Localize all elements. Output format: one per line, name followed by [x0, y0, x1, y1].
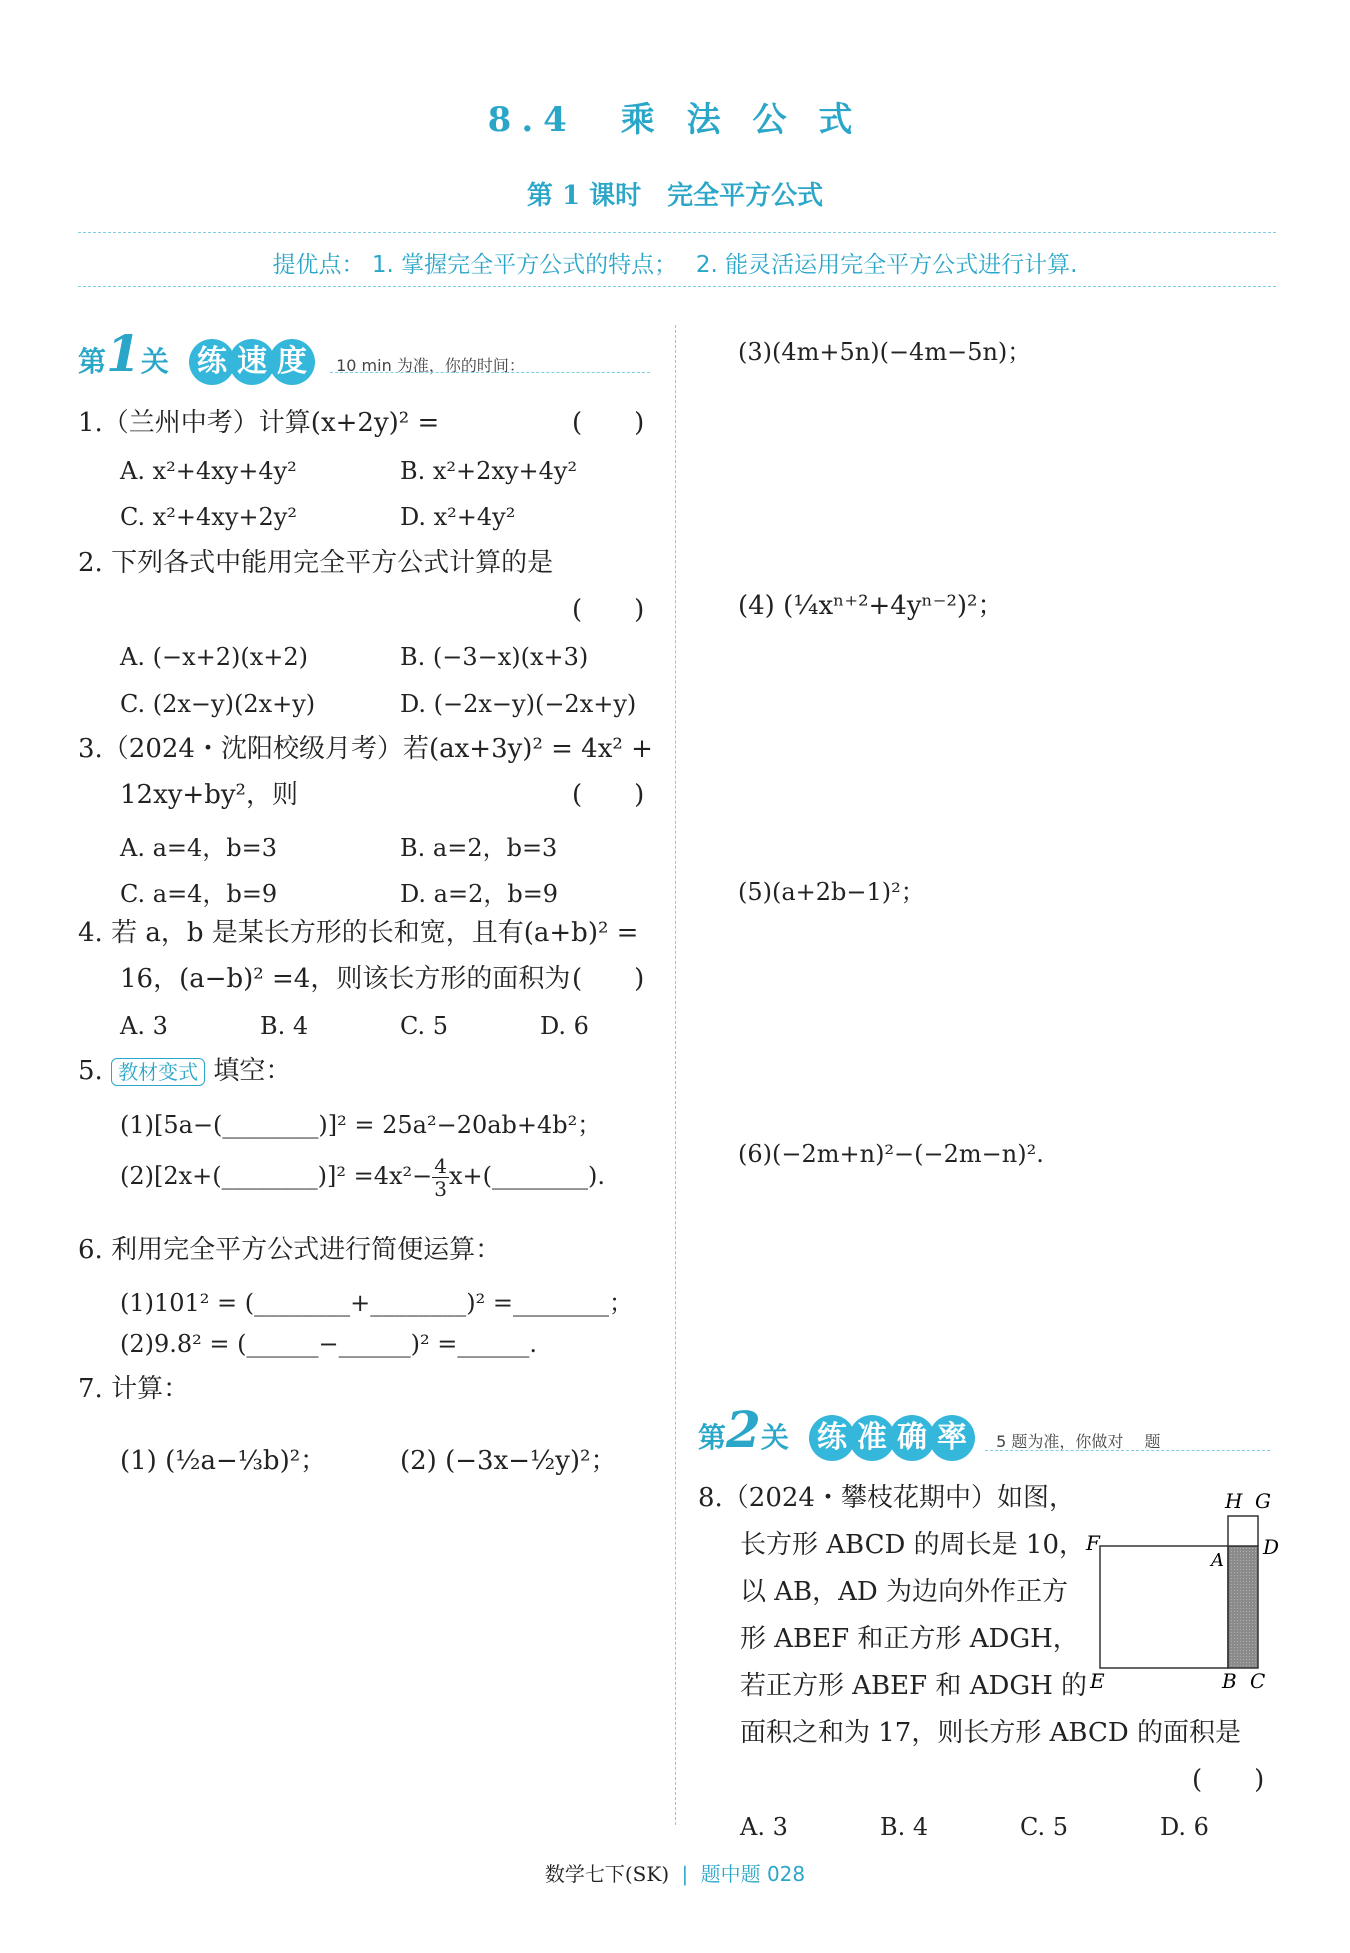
- section1-num: 1: [106, 324, 141, 383]
- label-e: E: [1090, 1669, 1105, 1693]
- q8-line4: 形 ABEF 和正方形 ADGH，: [740, 1624, 1079, 1654]
- q8-line2: 长方形 ABCD 的周长是 10，: [740, 1530, 1085, 1560]
- column-divider: [675, 325, 676, 1825]
- q2-answer-bracket: ( ): [572, 595, 645, 625]
- q5-stem: [78, 1058, 291, 1084]
- q3-option-d: D. a=2，b=9: [400, 880, 559, 908]
- section2-char: 练: [809, 1415, 855, 1461]
- q2-option-a: A. (−x+2)(x+2): [120, 643, 308, 671]
- rectangle-abcd: [1228, 1546, 1258, 1668]
- section2-char: 率: [929, 1415, 975, 1461]
- q1-option-d: D. x²+4y²: [400, 503, 516, 531]
- q4-option-c: C. 5: [400, 1012, 449, 1040]
- q5-instruction: 填空：: [213, 1056, 292, 1086]
- square-adgh: [1228, 1516, 1258, 1546]
- q2-option-d: D. (−2x−y)(−2x+y): [400, 690, 637, 718]
- section2-header: [698, 1400, 1160, 1461]
- q1-answer-bracket: ( ): [572, 408, 645, 438]
- label-b: B: [1222, 1669, 1237, 1693]
- q7-stem: 7. 计算：: [78, 1374, 190, 1404]
- page-title: 8.4 乘 法 公 式: [487, 100, 863, 140]
- section2-num: 2: [726, 1400, 761, 1459]
- q7-part4: (4) (¼xⁿ⁺²+4yⁿ⁻²)²；: [738, 591, 1004, 621]
- section2-char: 确: [889, 1415, 935, 1461]
- q1-option-a: A. x²+4xy+4y²: [120, 457, 297, 485]
- q3-answer-bracket: ( ): [572, 780, 645, 810]
- q8-line5: 若正方形 ABEF 和 ADGH 的: [740, 1671, 1088, 1701]
- q4-stem-line1: 4. 若 a，b 是某长方形的长和宽，且有(a+b)² =: [78, 918, 639, 948]
- label-h: H: [1225, 1489, 1243, 1513]
- q8-option-d: D. 6: [1160, 1813, 1209, 1841]
- q1-stem: 1.（兰州中考）计算(x+2y)² =: [78, 408, 440, 438]
- q5-number: 5.: [78, 1056, 103, 1086]
- q8-answer-bracket: ( ): [1192, 1765, 1265, 1795]
- q2-option-c: C. (2x−y)(2x+y): [120, 690, 316, 718]
- label-c: C: [1250, 1669, 1266, 1693]
- lesson-subtitle: 第 1 课时 完全平方公式: [526, 181, 824, 211]
- q7-part5: (5)(a+2b−1)²；: [738, 878, 925, 906]
- q8-geometry-figure: [1080, 1478, 1290, 1698]
- q3-option-a: A. a=4，b=3: [120, 834, 278, 862]
- section2-rule: [985, 1450, 1270, 1451]
- q7-part2: (2) (−3x−½y)²；: [400, 1446, 617, 1476]
- q5-part2-right: x+(________).: [449, 1162, 605, 1190]
- q8-option-b: B. 4: [880, 1813, 929, 1841]
- section2-di: 第: [698, 1421, 727, 1454]
- label-a: A: [1211, 1550, 1224, 1571]
- section2-note: 5 题为准，你做对 题: [996, 1432, 1161, 1451]
- label-f: F: [1086, 1531, 1100, 1555]
- q5-fraction-denominator: 3: [434, 1177, 447, 1201]
- q2-stem: 2. 下列各式中能用完全平方公式计算的是: [78, 548, 554, 578]
- q1-option-b: B. x²+2xy+4y²: [400, 457, 578, 485]
- section1-di: 第: [78, 345, 107, 378]
- section1-char: 度: [269, 339, 315, 385]
- q8-line1: 8.（2024・攀枝花期中）如图，: [698, 1483, 1075, 1513]
- q3-stem-line1: 3.（2024・沈阳校级月考）若(ax+3y)² = 4x² +: [78, 734, 653, 764]
- q6-part1: (1)101² = (________+________)² =________；: [120, 1289, 633, 1317]
- q3-option-b: B. a=2，b=3: [400, 834, 558, 862]
- q8-option-c: C. 5: [1020, 1813, 1069, 1841]
- q7-part1: (1) (½a−⅓b)²；: [120, 1446, 327, 1476]
- q3-stem-line2: 12xy+by²，则: [120, 780, 298, 810]
- square-abef: [1100, 1546, 1228, 1668]
- q7-part6: (6)(−2m+n)²−(−2m−n)².: [738, 1140, 1044, 1168]
- section1-note: 10 min 为准，你的时间：: [336, 356, 525, 375]
- section1-char: 速: [229, 339, 275, 385]
- q6-part2: (2)9.8² = (______−______)² =______.: [120, 1330, 537, 1358]
- footer-book: 数学七下(SK): [544, 1862, 670, 1886]
- q8-line6: 面积之和为 17，则长方形 ABCD 的面积是: [740, 1718, 1241, 1748]
- goal-top-rule: [78, 232, 1276, 233]
- label-g: G: [1255, 1489, 1271, 1513]
- section1-header: [78, 324, 525, 385]
- q5-part2: [120, 1155, 605, 1200]
- section1-guan: 关: [140, 345, 169, 378]
- footer-page: 题中题 028: [700, 1862, 806, 1886]
- q3-option-c: C. a=4，b=9: [120, 880, 278, 908]
- section1-rule: [330, 372, 650, 373]
- q4-option-d: D. 6: [540, 1012, 589, 1040]
- q5-part2-left: (2)[2x+(________)]² =4x²−: [120, 1162, 433, 1190]
- goal-bottom-rule: [78, 286, 1276, 287]
- section1-char: 练: [189, 339, 235, 385]
- textbook-variant-tag: 教材变式: [111, 1058, 205, 1086]
- q7-part3: (3)(4m+5n)(−4m−5n)；: [738, 338, 1032, 366]
- q6-stem: 6. 利用完全平方公式进行简便运算：: [78, 1235, 502, 1265]
- q2-option-b: B. (−3−x)(x+3): [400, 643, 589, 671]
- q4-option-a: A. 3: [120, 1012, 168, 1040]
- label-d: D: [1263, 1535, 1280, 1559]
- q5-fraction-numerator: 4: [434, 1154, 447, 1178]
- q8-line3: 以 AB，AD 为边向外作正方: [740, 1577, 1069, 1607]
- q5-fraction: [432, 1155, 449, 1200]
- page-footer: 数学七下(SK) | 题中题 028: [544, 1862, 806, 1886]
- learning-goal: 提优点： 1. 掌握完全平方公式的特点； 2. 能灵活运用完全平方公式进行计算.: [272, 252, 1078, 278]
- q4-answer-bracket: ( ): [572, 964, 645, 994]
- section2-guan: 关: [760, 1421, 789, 1454]
- q8-option-a: A. 3: [740, 1813, 788, 1841]
- q4-option-b: B. 4: [260, 1012, 309, 1040]
- q5-part1: (1)[5a−(________)]² = 25a²−20ab+4b²；: [120, 1111, 602, 1139]
- q4-stem-line2: 16，(a−b)² =4，则该长方形的面积为: [120, 964, 571, 994]
- q1-option-c: C. x²+4xy+2y²: [120, 503, 297, 531]
- section2-char: 准: [849, 1415, 895, 1461]
